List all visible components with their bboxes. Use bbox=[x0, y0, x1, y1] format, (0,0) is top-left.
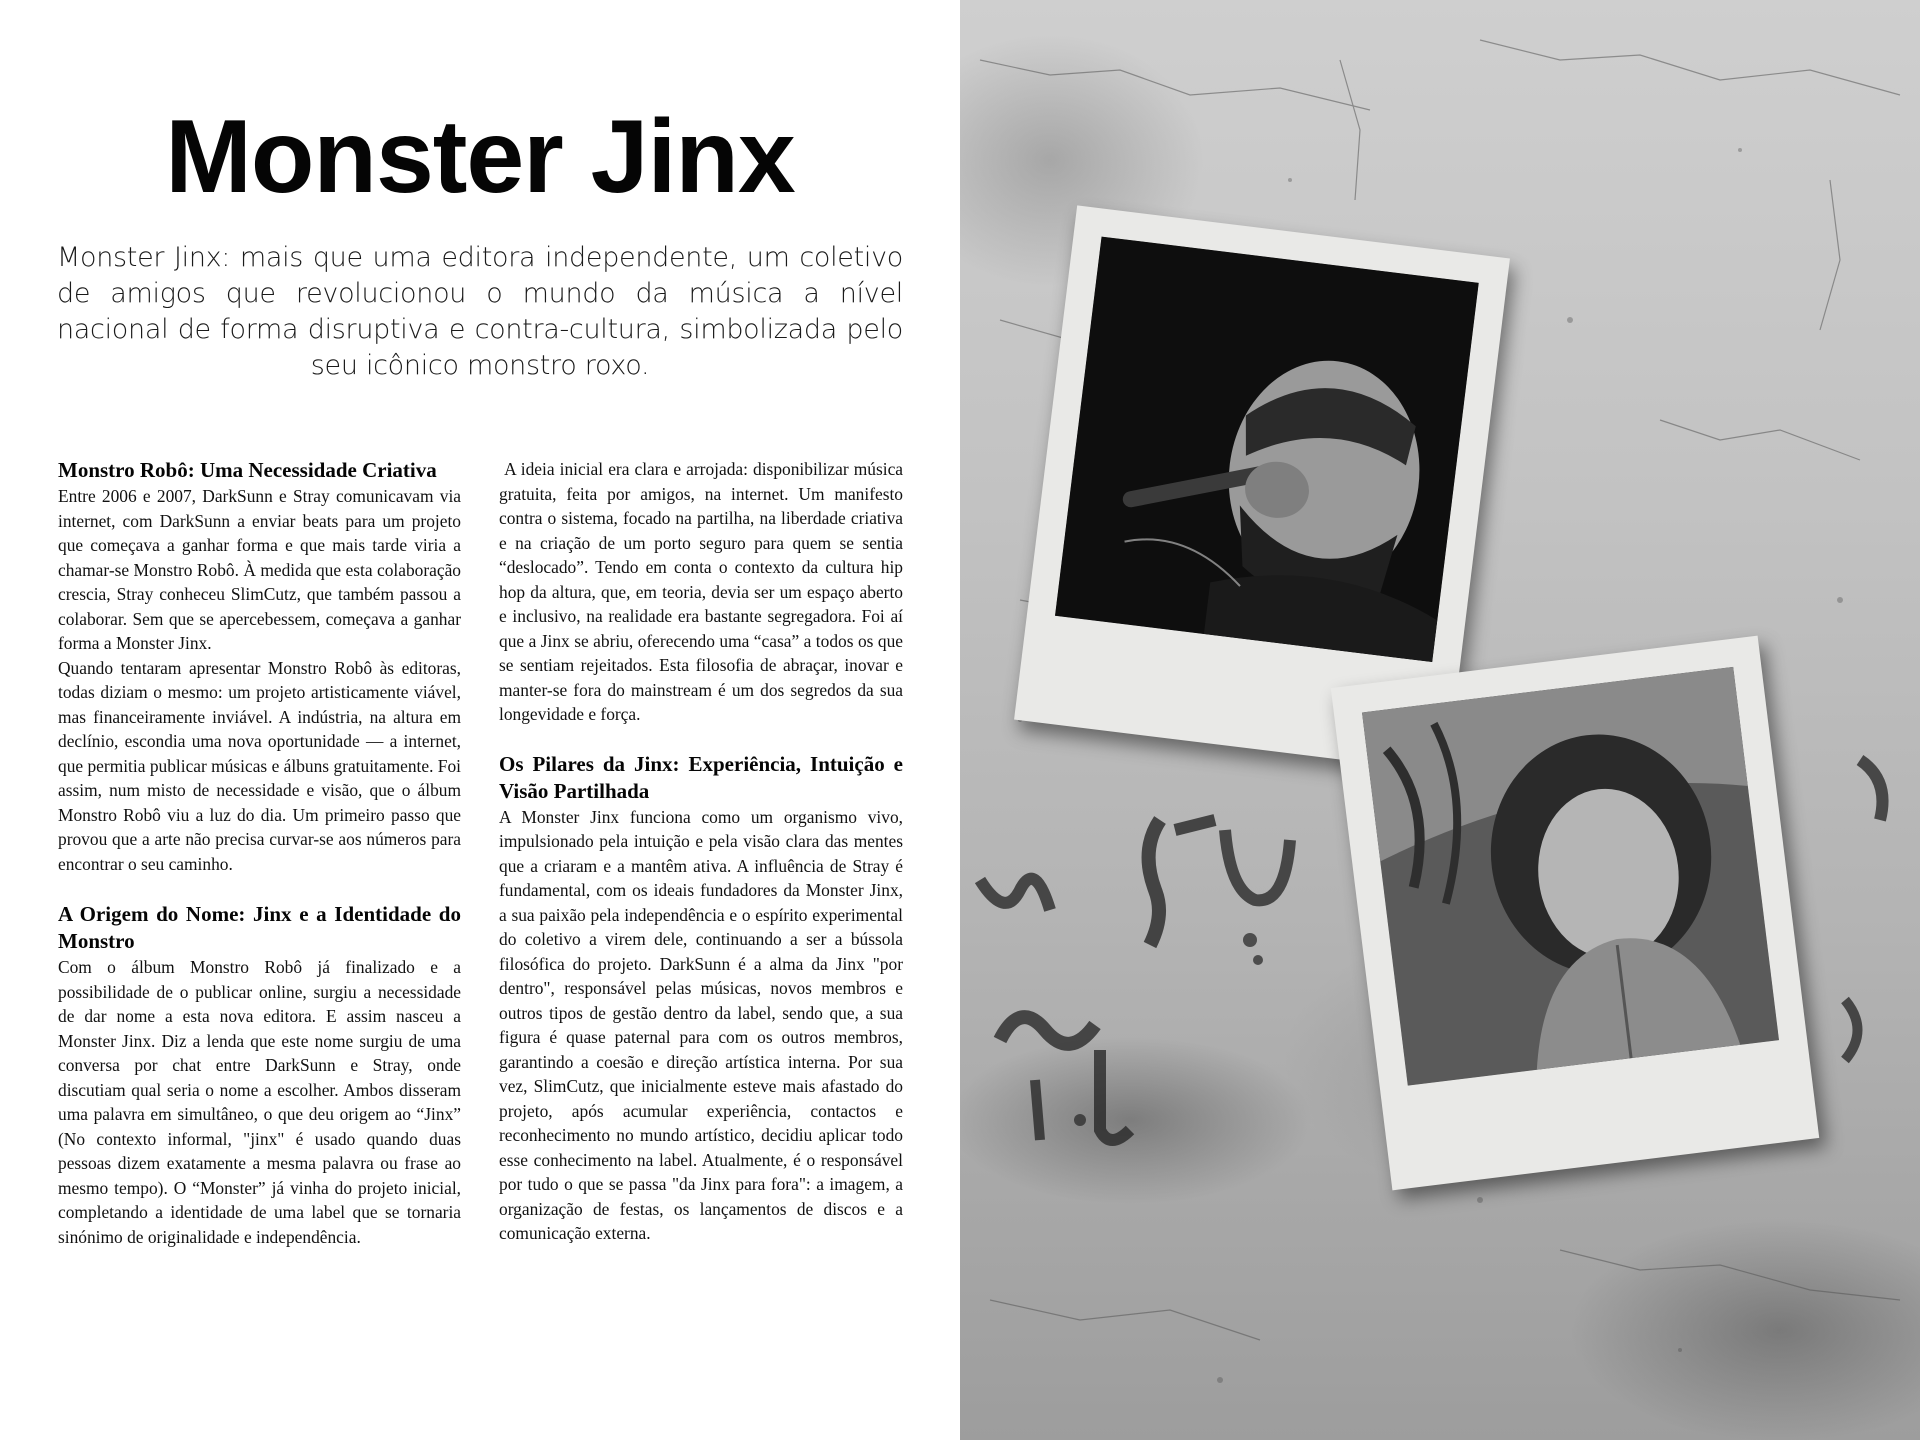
page-title: Monster Jinx bbox=[165, 99, 795, 215]
lead-paragraph: Monster Jinx: mais que uma editora independente, um coletivo de amigos que revolucionou o mundo da música a nível nacional de forma disruptiva e contra-cultura, simbolizada pelo seu icônico monstro roxo. bbox=[57, 242, 903, 381]
article-column-left bbox=[58, 457, 461, 1249]
body-paragraph: Entre 2006 e 2007, DarkSunn e Stray comunicavam via internet, com DarkSunn a enviar beats para um projeto que começava a ganhar forma e que mais tarde viria a chamar-se Monstro Robô. À medida que esta colaboração crescia, Stray conheceu SlimCutz, que também passou a colaborar. Sem que se apercebessem, começava a ganhar forma a Monster Jinx. bbox=[58, 486, 461, 653]
polaroid-frame bbox=[1331, 636, 1819, 1191]
concrete-wall-photo bbox=[960, 0, 1920, 1440]
body-paragraph: Com o álbum Monstro Robô já finalizado e a possibilidade de o publicar online, surgiu a necessidade de dar nome a esta nova editora. E assim nasceu a Monster Jinx. Diz a lenda que este nome surgiu de uma conversa por chat entre DarkSunn e Stray, onde discutiam qual seria o nome a escolher. Ambos disseram uma palavra em simultâneo, o que deu origem ao “Jinx” (No contexto informal, "jinx" é usado quando duas pessoas dizem exatamente a mesma palavra ou frase ao mesmo tempo). O “Monster” já vinha do projeto inicial, completando a identidade de uma label que se tornaria sinónimo de originalidade e independência. bbox=[58, 957, 461, 1247]
photo-rapper-microphone bbox=[1055, 237, 1479, 662]
body-paragraph: A ideia inicial era clara e arrojada: disponibilizar música gratuita, feita por amigos, na internet. Um manifesto contra o sistema, focado na partilha, na liberdade criativa e na criação de um porto seguro para quem se sentia “deslocado”. Tendo em conta o contexto da cultura hip hop da altura, que, em teoria, devia ser um espaço aberto e inclusivo, na realidade era bastante segregadora. Foi aí que a Jinx se abriu, oferecendo uma “casa” a todos os que se sentiam rejeitados. Esta filosofia de abraçar, inovar e manter-se fora do mainstream é um dos segredos da sua longevidade e força. bbox=[499, 459, 908, 724]
section-heading: Os Pilares da Jinx: Experiência, Intuição e Visão Partilhada bbox=[499, 751, 903, 803]
section-heading: A Origem do Nome: Jinx e a Identidade do Monstro bbox=[58, 902, 461, 953]
body-paragraph: Quando tentaram apresentar Monstro Robô às editoras, todas diziam o mesmo: um projeto artisticamente viável, mas financeiramente inviável. A indústria, na altura em declínio, escondia uma nova oportunidade — a internet, que permitia publicar músicas e álbuns gratuitamente. Foi assim, num misto de necessidade e visão, que o álbum Monstro Robô viu a luz do dia. Um primeiro passo que provou que a arte não precisa curvar-se aos números para encontrar o seu caminho. bbox=[58, 657, 461, 874]
photo-smiling-man bbox=[1362, 667, 1779, 1086]
section-heading: Monstro Robô: Uma Necessidade Criativa bbox=[58, 458, 437, 482]
article-column-right bbox=[499, 457, 908, 1246]
body-paragraph: A Monster Jinx funciona como um organismo vivo, impulsionado pela intuição e pela visão clara das mentes que a criaram e a mantêm ativa. A influência de Stray é fundamental, com os ideais fundadores da Monster Jinx, a sua paixão pela independência e o espírito experimental do coletivo a virem dele, continuando a ser a bússola filosófica do projeto. DarkSunn é a alma da Jinx "por dentro", responsável pelas músicas, novos membros e outros tipos de gestão dentro da label, sendo que, a sua figura é quase paternal para com os outros membros, garantindo a coesão e direção artística interna. Por sua vez, SlimCutz, que inicialmente esteve mais afastado do projeto, após acumular experiência, contactos e reconhecimento no mundo artístico, decidiu aplicar todo esse conhecimento na label. Atualmente, é o responsável por tudo o que se passa "da Jinx para fora": a imagem, a organização de festas, os lançamentos de discos e a comunicação externa. bbox=[499, 806, 903, 1243]
